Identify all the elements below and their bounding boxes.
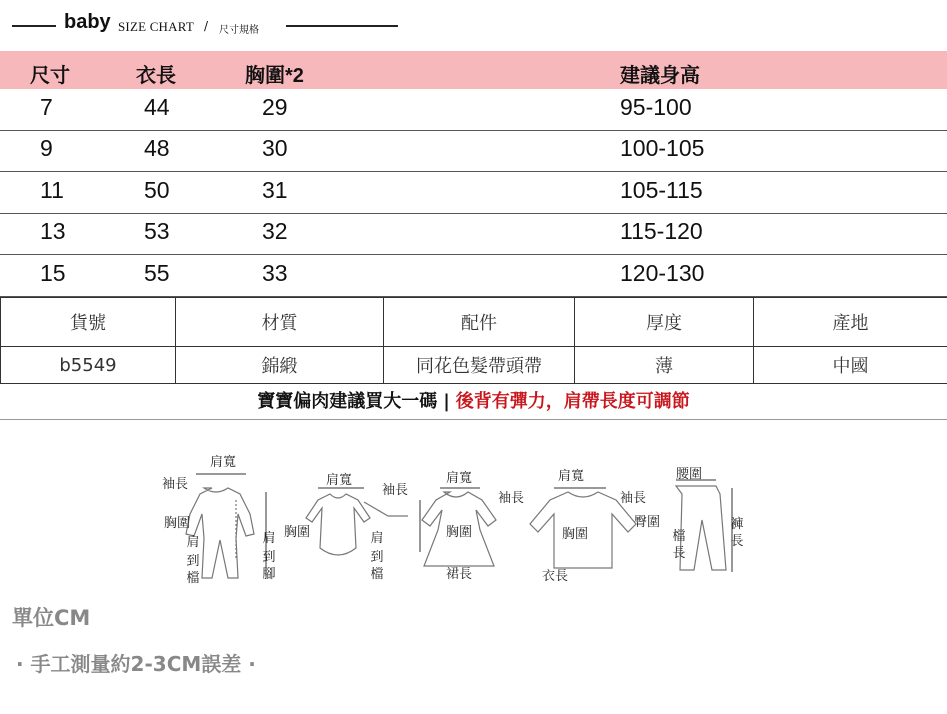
label-char: 長 [730, 534, 744, 549]
label-char: 到 [370, 550, 384, 565]
waist-label: 腰圍 [676, 467, 703, 482]
size-table-cell: 50 [144, 176, 170, 203]
label-char: 肩 [262, 531, 276, 546]
info-header-cell: 貨號 [1, 298, 176, 347]
size-table-cell: 105-115 [620, 176, 703, 203]
sleeve-length-label: 袖長 [162, 477, 189, 492]
size-table-cell: 95-100 [620, 94, 692, 120]
sizing-note-red: 後背有彈力，肩帶長度可調節 [455, 391, 690, 412]
label-char: 檔 [672, 529, 686, 544]
label-char: 檔 [186, 571, 200, 586]
size-table-cell: 100-105 [620, 135, 705, 162]
chest-label: 胸圍 [562, 527, 589, 542]
table-row [1, 347, 947, 384]
size-table-cell: 29 [262, 94, 288, 120]
unit-label: 單位CM [12, 606, 91, 630]
size-table-cell: 48 [144, 135, 170, 162]
divider [0, 419, 947, 420]
chest-label: 胸圍 [284, 525, 311, 540]
size-table-header: 尺寸 [30, 65, 70, 87]
size-table-cell: 31 [262, 176, 288, 203]
shoulder-width-label: 肩寬 [558, 469, 585, 484]
info-value-cell: 中國 [754, 347, 947, 384]
hip-label: 臀圍 [634, 515, 661, 530]
label-char: 檔 [370, 567, 384, 582]
header-title: SIZE CHART [118, 19, 194, 34]
size-table-cell: 33 [262, 259, 288, 286]
info-header-cell: 配件 [384, 298, 575, 347]
table-row [1, 298, 947, 347]
row-divider [0, 130, 947, 131]
shoulder-width-label: 肩寬 [326, 473, 353, 488]
label-char: 長 [672, 546, 686, 561]
info-header-cell: 產地 [754, 298, 947, 347]
product-info-table [0, 297, 947, 384]
size-table-cell: 53 [144, 218, 170, 245]
header-rule-left [12, 25, 56, 27]
crotch-length-label [672, 530, 686, 560]
header-rule-right [286, 25, 398, 27]
info-header-cell: 厚度 [575, 298, 754, 347]
row-divider [0, 254, 947, 255]
info-value-cell: 同花色髮帶頭帶 [384, 347, 575, 384]
chest-label: 胸圍 [446, 525, 473, 540]
shoulder-width-label: 肩寬 [210, 455, 237, 470]
size-table-cell: 32 [262, 218, 288, 245]
sleeve-length-label: 袖長 [382, 483, 409, 498]
label-char: 腳 [262, 567, 276, 582]
header-subtitle: 尺寸規格 [219, 25, 259, 36]
size-table-cell: 13 [40, 218, 66, 245]
sizing-note [0, 387, 947, 413]
measurement-diagrams [150, 452, 770, 592]
row-divider [0, 213, 947, 214]
label-char: 肩 [186, 535, 200, 550]
size-table-header: 衣長 [136, 65, 176, 87]
shoulder-to-crotch-label [370, 532, 384, 581]
info-value-cell: b5549 [1, 347, 176, 384]
bodysuit-icon [306, 494, 370, 555]
size-table-cell: 30 [262, 135, 288, 162]
size-table-cell: 7 [40, 94, 53, 120]
label-char: 褲 [730, 517, 744, 532]
shoulder-to-foot-label [262, 532, 276, 581]
size-table-cell: 115-120 [620, 218, 703, 245]
size-table-cell: 9 [40, 135, 53, 162]
top-length-label: 衣長 [542, 569, 569, 584]
row-divider [0, 171, 947, 172]
shoulder-width-label: 肩寬 [446, 471, 473, 486]
size-table-cell: 44 [144, 94, 170, 120]
size-table-cell: 15 [40, 259, 66, 286]
skirt-length-label: 裙長 [446, 567, 473, 582]
info-value-cell: 薄 [575, 347, 754, 384]
size-table-cell: 11 [40, 176, 64, 203]
size-table-header: 建議身高 [620, 65, 700, 87]
sizing-note-separator: | [443, 391, 450, 412]
info-header-cell: 材質 [176, 298, 384, 347]
sleeve-length-label: 袖長 [620, 491, 647, 506]
label-char: 到 [186, 554, 200, 569]
chest-label: 胸圍 [164, 516, 191, 531]
size-table-cell: 55 [144, 259, 170, 286]
error-note: · 手工測量約2-3CM誤差 · [16, 652, 256, 676]
label-char: 肩 [370, 531, 384, 546]
header-brand: baby [64, 11, 111, 33]
sleeve-length-label: 袖長 [498, 491, 525, 506]
pants-length-label [730, 518, 744, 548]
info-value-cell: 錦緞 [176, 347, 384, 384]
shoulder-to-crotch-label [186, 536, 200, 585]
header-slash: / [204, 19, 209, 33]
size-table-cell: 120-130 [620, 259, 705, 286]
label-char: 到 [262, 550, 276, 565]
sizing-note-black: 寶寶偏肉建議買大一碼 [257, 391, 438, 412]
size-table-header: 胸圍*2 [245, 65, 304, 87]
